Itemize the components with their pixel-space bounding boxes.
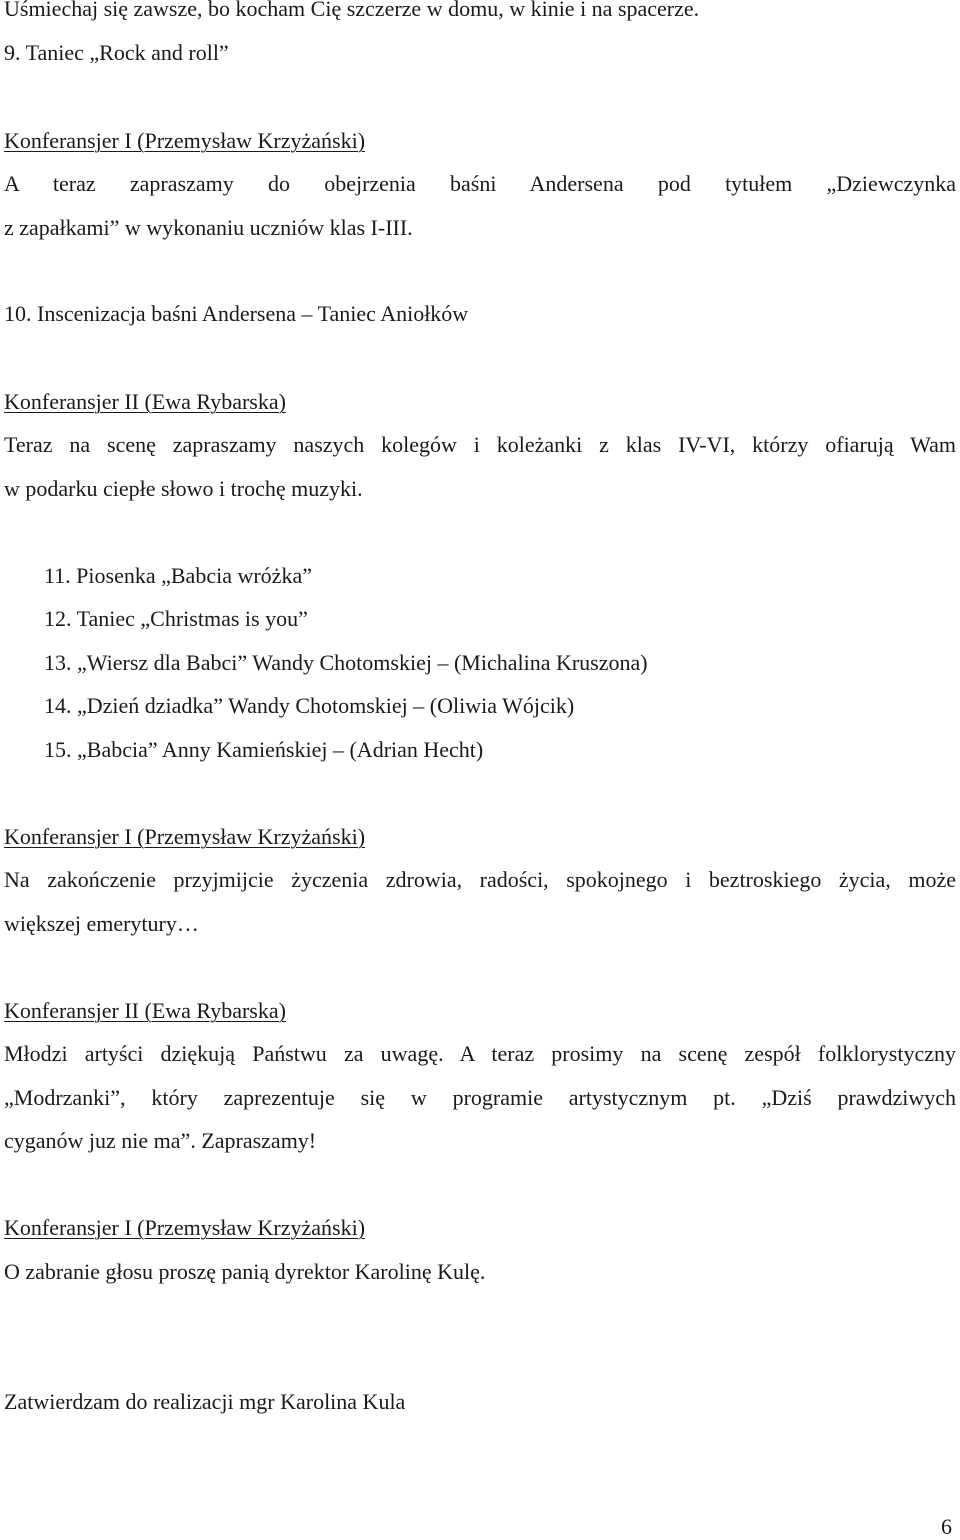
- program-item-10: 10. Inscenizacja baśni Andersena – Taniec Aniołków: [4, 301, 469, 326]
- speaker-heading-konferansjer-1: Konferansjer I (Przemysław Krzyżański): [4, 1215, 366, 1240]
- text-line-uśmiechaj: Uśmiechaj się zawsze, bo kocham Cię szczerze w domu, w kinie i na spacerze.: [4, 0, 700, 21]
- approval-line: Zatwierdzam do realizacji mgr Karolina Kula: [4, 1389, 406, 1414]
- speaker-heading-konferansjer-1: Konferansjer I (Przemysław Krzyżański): [4, 128, 366, 153]
- paragraph-line: Młodzi artyści dziękują Państwu za uwagę. A teraz prosimy na scenę zespół folklorystyczny: [4, 1041, 956, 1066]
- paragraph-line: O zabranie głosu proszę panią dyrektor Karolinę Kulę.: [4, 1259, 486, 1284]
- speaker-heading-konferansjer-2: Konferansjer II (Ewa Rybarska): [4, 998, 286, 1023]
- speaker-heading-konferansjer-2: Konferansjer II (Ewa Rybarska): [4, 389, 286, 414]
- paragraph-line: w podarku ciepłe słowo i trochę muzyki.: [4, 476, 363, 501]
- paragraph-line: cyganów juz nie ma”. Zapraszamy!: [4, 1128, 317, 1153]
- list-item: 13. „Wiersz dla Babci” Wandy Chotomskiej – (Michalina Kruszona): [44, 650, 648, 675]
- paragraph-line: Na zakończenie przyjmijcie życzenia zdrowia, radości, spokojnego i beztroskiego życia, może: [4, 867, 956, 892]
- list-item: 12. Taniec „Christmas is you”: [44, 606, 308, 631]
- paragraph-line: „Modrzanki”, który zaprezentuje się w programie artystycznym pt. „Dziś prawdziwych: [4, 1085, 956, 1110]
- paragraph-line: większej emerytury…: [4, 911, 199, 936]
- page-number: 6: [941, 1514, 952, 1539]
- list-item: 15. „Babcia” Anny Kamieńskiej – (Adrian Hecht): [44, 737, 484, 762]
- list-item: 11. Piosenka „Babcia wróżka”: [44, 563, 312, 588]
- program-item-9: 9. Taniec „Rock and roll”: [4, 40, 229, 65]
- paragraph-line: A teraz zapraszamy do obejrzenia baśni Andersena pod tytułem „Dziewczynka: [4, 171, 956, 196]
- paragraph-line: z zapałkami” w wykonaniu uczniów klas I-III.: [4, 215, 413, 240]
- paragraph-line: Teraz na scenę zapraszamy naszych kolegów i koleżanki z klas IV-VI, którzy ofiarują Wam: [4, 432, 956, 457]
- list-item: 14. „Dzień dziadka” Wandy Chotomskiej – (Oliwia Wójcik): [44, 693, 575, 718]
- speaker-heading-konferansjer-1: Konferansjer I (Przemysław Krzyżański): [4, 824, 366, 849]
